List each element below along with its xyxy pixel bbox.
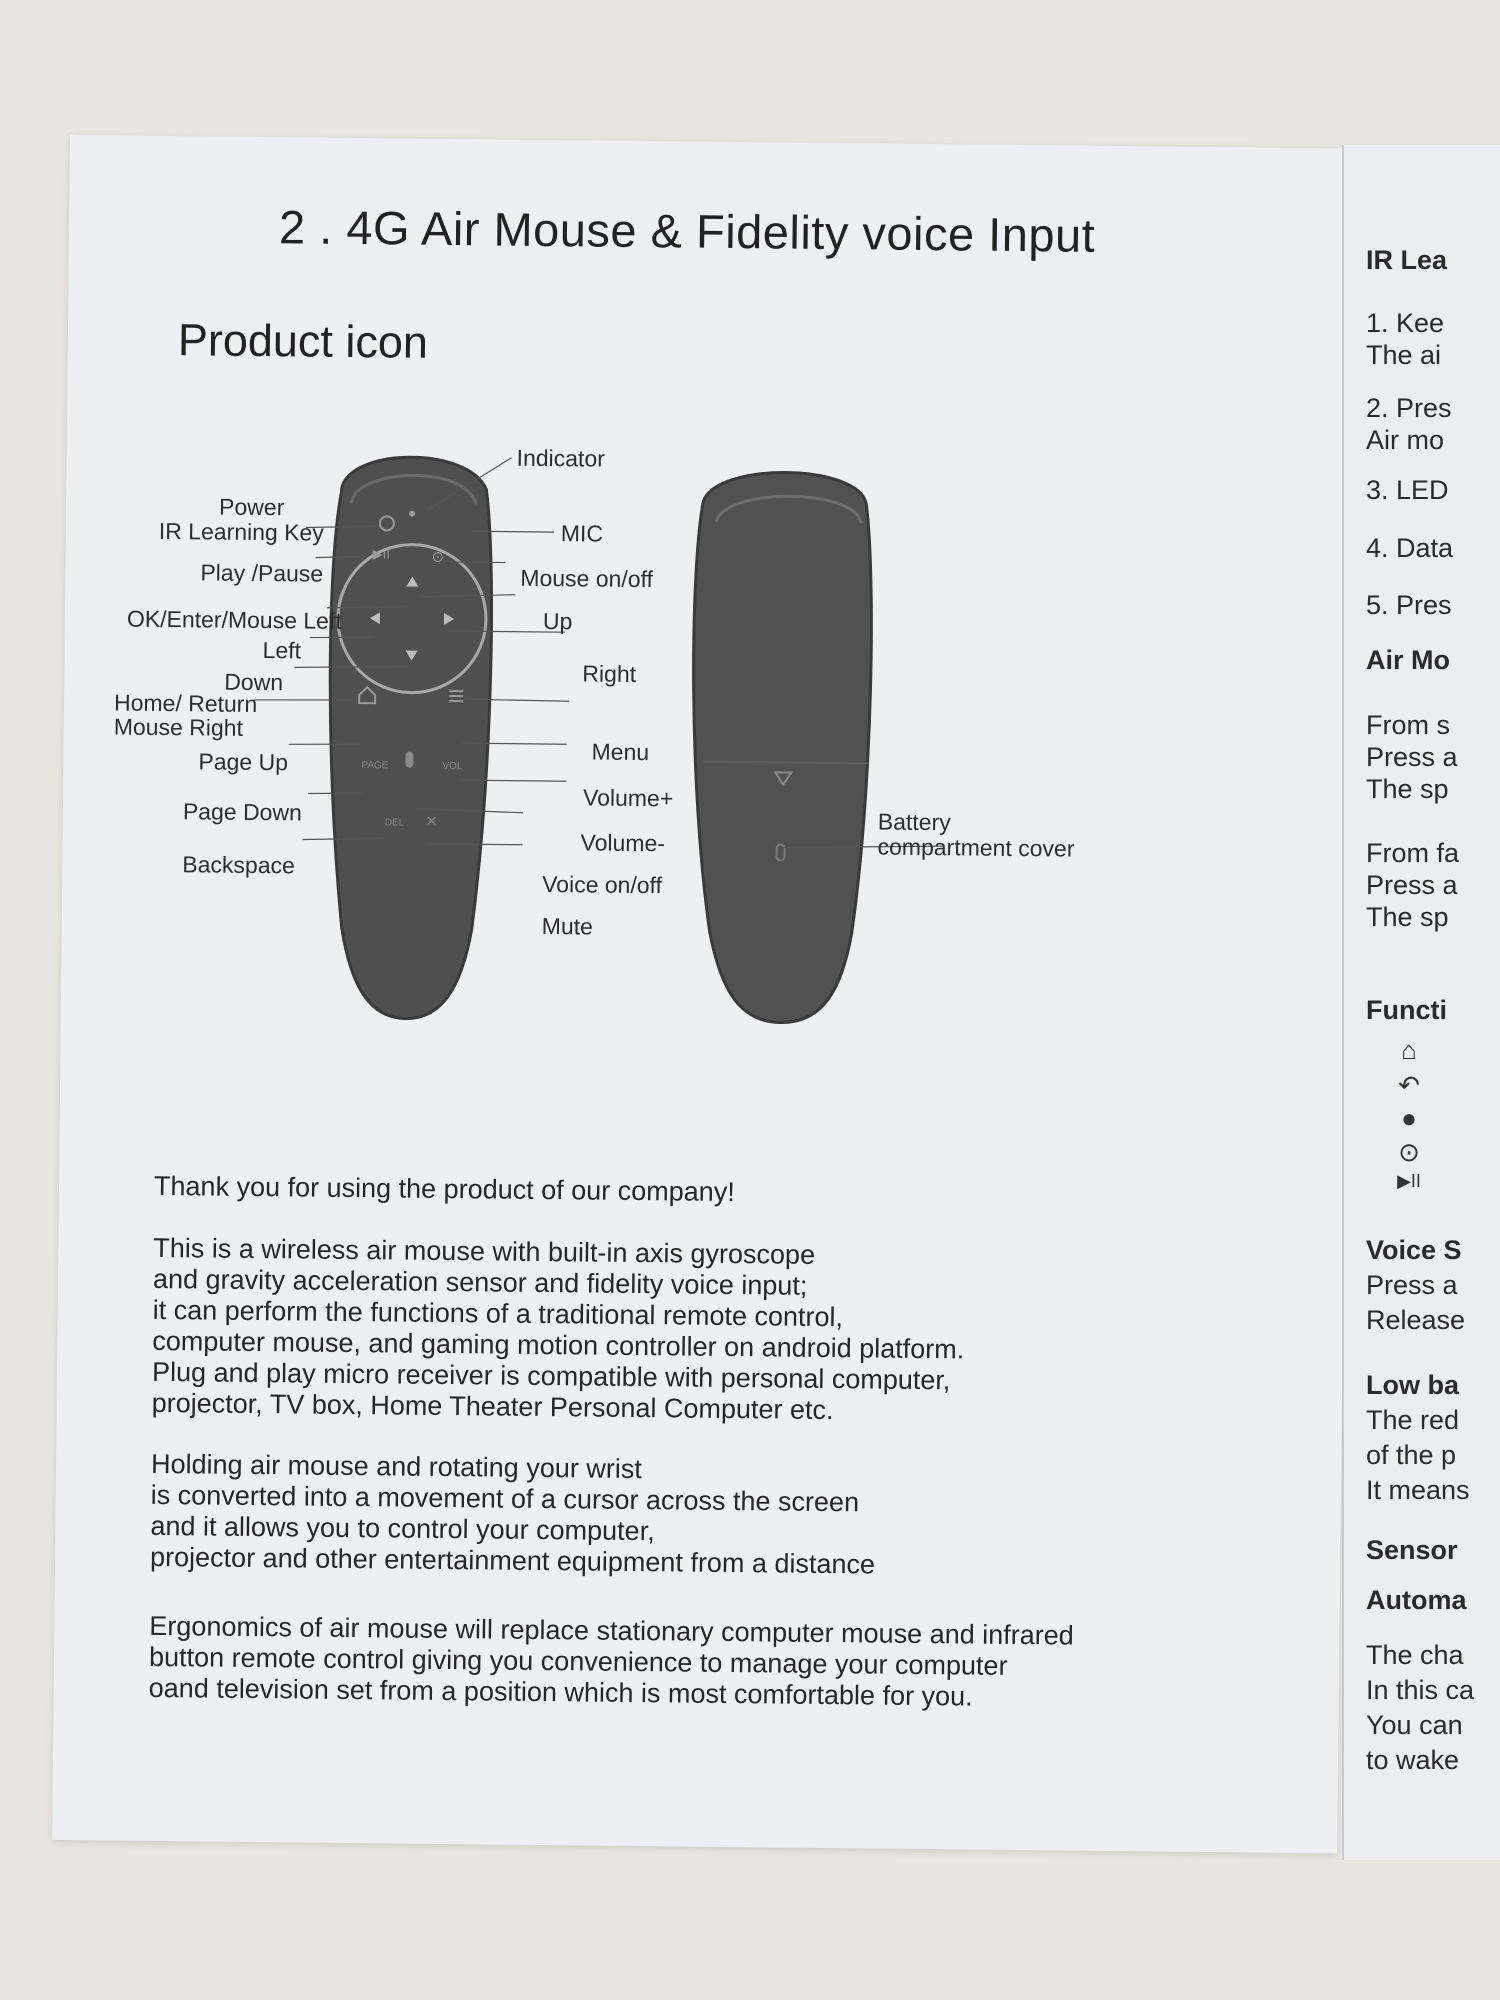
right-line: The red <box>1366 1405 1460 1435</box>
paragraph-line: and gravity acceleration sensor and fidelity voice input; <box>152 1263 808 1301</box>
label-play-pause: Play /Pause <box>200 559 324 587</box>
right-line: It means <box>1366 1475 1470 1505</box>
right-line: to wake <box>1366 1745 1460 1775</box>
label-mute: Mute <box>541 912 594 940</box>
right-line: Press a <box>1366 870 1458 900</box>
label-up: Up <box>542 607 573 635</box>
right-line: The sp <box>1366 774 1449 804</box>
paragraph-line: projector and other entertainment equipment from a distance <box>149 1541 876 1580</box>
paragraph-intro <box>152 1233 1304 1431</box>
label-voice-onoff: Voice on/off <box>542 870 663 899</box>
right-line: Voice S <box>1366 1235 1462 1265</box>
paragraph-line: projector, TV box, Home Theater Personal Computer etc. <box>151 1387 834 1426</box>
paragraph-line: computer mouse, and gaming motion controller on android platform. <box>152 1325 965 1365</box>
paragraph-wrist <box>150 1449 1301 1585</box>
mute-glyph: ✕ <box>425 812 438 829</box>
play-pause-icon: ▶II <box>1397 1171 1421 1191</box>
right-line: IR Lea <box>1366 245 1448 275</box>
label-page-down: Page Down <box>182 798 302 826</box>
del-key-label: DEL <box>384 817 405 829</box>
label-mouse-onoff: Mouse on/off <box>520 564 654 593</box>
right-line: Press a <box>1366 742 1458 772</box>
paragraph-line: oand television set from a position which is most comfortable for you. <box>148 1672 973 1712</box>
right-line: From fa <box>1366 838 1460 868</box>
label-mouse-right: Mouse Right <box>113 713 244 741</box>
right-line: 3. LED <box>1366 475 1449 505</box>
label-compartment-cover: compartment cover <box>877 833 1075 862</box>
manual-page-right <box>1342 145 1500 1860</box>
label-power: Power <box>218 493 285 521</box>
right-line: of the p <box>1366 1440 1457 1470</box>
mic-key-icon <box>405 752 413 768</box>
manual-page-left <box>52 135 1355 1853</box>
right-line: The cha <box>1366 1640 1464 1670</box>
remote-front <box>327 456 494 1019</box>
right-line: 1. Kee <box>1366 308 1445 338</box>
paragraph-line: Ergonomics of air mouse will replace stationary computer mouse and infrared <box>149 1610 1074 1651</box>
right-line: Press a <box>1366 1270 1458 1300</box>
right-line: 5. Pres <box>1366 590 1452 620</box>
right-line: The sp <box>1366 902 1449 932</box>
right-line: The ai <box>1366 340 1442 370</box>
remote-back <box>690 472 873 1024</box>
section-title: Product icon <box>177 314 429 368</box>
label-menu: Menu <box>591 738 650 766</box>
label-indicator: Indicator <box>516 444 605 472</box>
label-ir-learning-key: IR Learning Key <box>158 517 324 546</box>
right-line: 2. Pres <box>1366 393 1452 423</box>
label-volume-plus: Volume+ <box>582 784 674 812</box>
right-line: 4. Data <box>1366 533 1454 563</box>
right-line: Air mo <box>1366 425 1445 455</box>
paragraph-line: Holding air mouse and rotating your wrist <box>150 1448 642 1485</box>
dot-icon: ● <box>1401 1103 1417 1133</box>
document-title: 2 . 4G Air Mouse & Fidelity voice Input <box>278 200 1096 262</box>
right-line: From s <box>1366 710 1450 740</box>
paragraph-ergonomics <box>149 1611 1300 1716</box>
label-home-return: Home/ Return <box>113 689 258 717</box>
right-line: Automa <box>1366 1585 1467 1615</box>
home-icon: ⌂ <box>1401 1035 1417 1065</box>
right-line: Low ba <box>1366 1370 1459 1400</box>
label-mic: MIC <box>560 520 604 547</box>
label-volume-minus: Volume- <box>580 829 666 857</box>
page-key-label: PAGE <box>361 760 389 772</box>
right-line: In this ca <box>1366 1675 1475 1705</box>
play-pause-glyph: ▶II <box>372 546 390 562</box>
paragraph-line: is converted into a movement of a cursor across the screen <box>150 1479 860 1518</box>
label-left: Left <box>262 637 302 664</box>
vol-key-label: VOL <box>442 760 463 773</box>
paragraph-line: Thank you for using the product of our company! <box>153 1170 735 1208</box>
right-line: Functi <box>1366 995 1447 1025</box>
label-backspace: Backspace <box>182 851 296 879</box>
paragraph-line: Plug and play micro receiver is compatible with personal computer, <box>151 1356 951 1396</box>
right-line: Air Mo <box>1366 645 1450 675</box>
paragraph-thanks <box>154 1171 1304 1214</box>
mouse-glyph: ⊙ <box>431 548 445 566</box>
right-line: Release <box>1366 1305 1466 1335</box>
return-icon: ↶ <box>1398 1070 1420 1100</box>
label-right: Right <box>582 660 637 687</box>
label-ok-enter: OK/Enter/Mouse Left <box>126 605 342 634</box>
paragraph-line: button remote control giving you convenience to manage your computer <box>148 1641 1008 1681</box>
right-line: You can <box>1366 1710 1463 1740</box>
mouse-icon: ⊙ <box>1398 1137 1420 1167</box>
paragraph-line: it can perform the functions of a traditional remote control, <box>152 1294 844 1333</box>
label-page-up: Page Up <box>198 748 289 776</box>
label-battery: Battery <box>877 808 951 836</box>
paragraph-line: This is a wireless air mouse with built-in axis gyroscope <box>153 1232 816 1270</box>
label-down: Down <box>224 668 284 696</box>
right-line: Sensor <box>1366 1535 1458 1565</box>
paragraph-line: and it allows you to control your computer, <box>150 1510 655 1547</box>
